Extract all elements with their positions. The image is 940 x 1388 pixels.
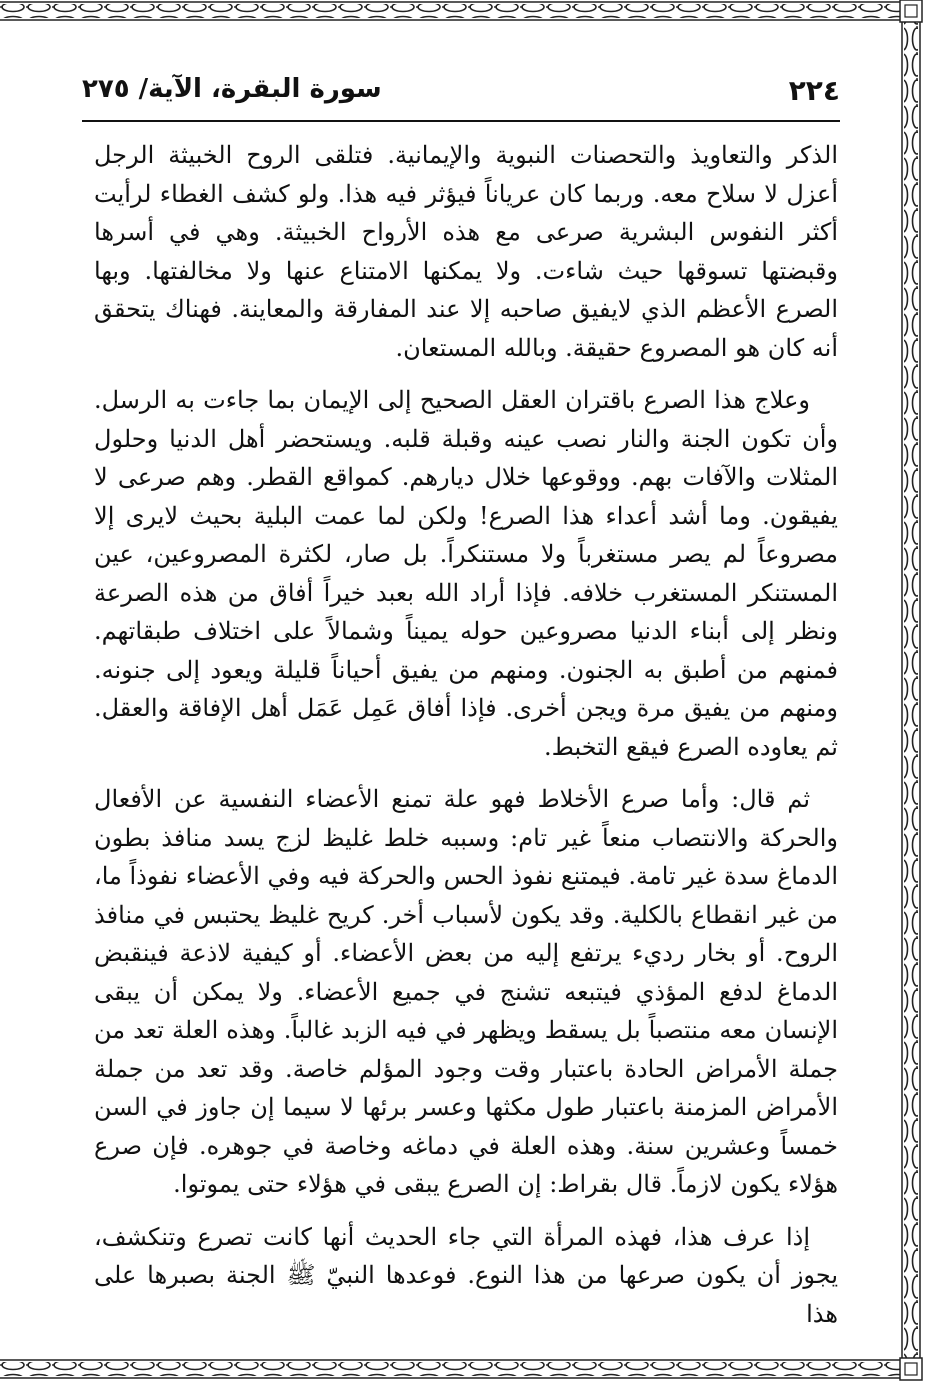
page-number: ٢٢٤: [788, 74, 840, 107]
paragraph: وعلاج هذا الصرع باقتران العقل الصحيح إلى الإيمان بما جاءت به الرسل. وأن تكون الجنة والنار نصب عينه وقبلة قلبه. ويستحضر أهل الدنيا وحلول المثلات والآفات بهم. ووقوعها خلال ديارهم. كمواقع القطر. وهم صرعى لا يفيقون. وما أشد أعداء هذا الصرع! ولكن لما عمت البلية بحيث لايرى إلا مصروعاً لم يصر مستغرباً ولا مستنكراً. بل صار، لكثرة المصروعين، عين المستنكر المستغرب خلافه. فإذا أراد الله بعبد خيراً أفاق من هذه الصرعة ونظر إلى أبناء الدنيا مصروعين حوله يميناً وشمالاً على اختلاف طبقاتهم. فمنهم من أطبق به الجنون. ومنهم من يفيق أحياناً قليلة ويعود إلى جنونه. ومنهم من يفيق مرة ويجن أخرى. فإذا أفاق عَمِل عَمَل أهل الإفاقة والعقل. ثم يعاوده الصرع فيقع التخبط.: [94, 386, 839, 761]
body-text: [94, 136, 838, 1347]
paragraph: ثم قال: وأما صرع الأخلاط فهو علة تمنع الأعضاء النفسية عن الأفعال والحركة والانتصاب منعاً غير تام: وسببه خلط غليظ لزج يسد منافذ بطون الدماغ سدة غير تامة. فيمتنع نفوذ الحس والحركة فيه وفي الأعضاء نفوذاً ما، من غير انقطاع بالكلية. وقد يكون لأسباب أخر. كريح غليظ يحتبس في منافذ الروح. أو بخار رديء يرتفع إليه من بعض الأعضاء. أو كيفية لاذعة فينقبض الدماغ لدفع المؤذي فيتبعه تشنج في جميع الأعضاء. ولا يمكن أن يبقى الإنسان معه منتصباً بل يسقط ويظهر في فيه الزبد غالباً. وهذه العلة تعد من جملة الأمراض الحادة باعتبار وقت وجود المؤلم خاصة. وقد تعد من جملة الأمراض المزمنة باعتبار طول مكثها وعسر برئها لا سيما إن جاوز في السن خمساً وعشرين سنة. وهذه العلة في دماغه وخاصة في جوهره. فإن صرع هؤلاء يكون لازماً. قال بقراط: إن الصرع يبقى في هؤلاء حتى يموتوا.: [94, 785, 838, 1198]
surah-title: سورة البقرة، الآية/ ٢٧٥: [82, 74, 382, 104]
paragraph: إذا عرف هذا، فهذه المرأة التي جاء الحديث أنها كانت تصرع وتنكشف، يجوز أن يكون صرعها من هذا النوع. فوعدها النبيّ ﷺ الجنة بصبرها على هذا: [94, 1222, 838, 1328]
page-header: [82, 72, 840, 116]
paragraph: الذكر والتعاويذ والتحصنات النبوية والإيمانية. فتلقى الروح الخبيثة الرجل أعزل لا سلاح معه. وربما كان عرياناً فيؤثر فيه هذا. ولو كشف الغطاء لرأيت أكثر النفوس البشرية صرعى مع هذه الأرواح الخبيثة. وهي في أسرها وقبضتها تسوقها حيث شاءت. ولا يمكنها الامتناع عنها ولا مخالفتها. وبها الصرع الأعظم الذي لايفيق صاحبه إلا عند المفارقة والمعاينة. فهناك يتحقق أنه كان هو المصروع حقيقة. وبالله المستعان.: [94, 141, 838, 362]
header-divider: [82, 120, 840, 122]
